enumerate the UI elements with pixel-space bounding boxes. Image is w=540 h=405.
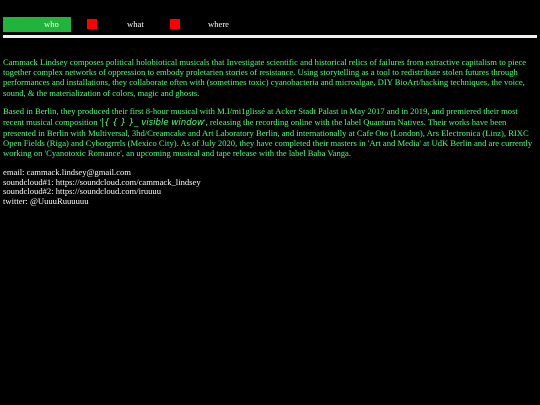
what-marker-icon [87, 19, 97, 29]
bio-content [3, 57, 536, 207]
nav-who-tab[interactable] [3, 17, 71, 32]
twitter-line[interactable]: twitter: @UuuuRuuuuuu [3, 196, 89, 207]
email-line[interactable]: email: cammack.lindsey@gmail.com [3, 166, 131, 177]
visible-window-title: |{ { } }_ visible window [101, 117, 204, 128]
nav-who-label: who [44, 19, 59, 29]
bio-paragraph-1: Cammack Lindsey composes political holobiotical musicals that Investigate scientific and historical relics of failures from extractive capitalism to piece together complex networks of oppression to embody proletarien stories of resistance. Using storytelling as a tool to redistribute stolen futures through performances and installations, they collaborate often with (sometimes toxic) cyanobacteria and microalgae, DIY BioArt/hacking techniques, the voice, sound, & the materialization of colors, magic and ghosts. [3, 57, 527, 98]
where-marker-icon [170, 19, 180, 29]
contact-list [3, 168, 536, 207]
header-divider [3, 35, 537, 38]
top-navigation [3, 17, 537, 32]
soundcloud-1-line[interactable]: soundcloud#1: https://soundcloud.com/cammack_lindsey [3, 176, 201, 187]
nav-what-link[interactable]: what [127, 19, 144, 29]
bio-paragraph-2 [3, 106, 536, 158]
soundcloud-2-line[interactable]: soundcloud#2: https://soundcloud.com/iruuuu [3, 186, 162, 197]
bio-paragraph-2-end: ', releasing the recording online with the label Quantum Natives. Their works have been presented in Berlin with Multiversal, 3hd/Creamcake and Art Laboratory Berlin, and internationally at Cafe Oto (London), Ars Electronica (Linz), RIXC Open Fields (Riga) and Cyborgrrrls (Mexico City). As of July 2020, they have completed their masters in 'Art and Media' at UdK Berlin and are currently working on 'Cyanotoxic Romance', an upcoming musical and tape release with the label Baba Vanga. [3, 116, 533, 159]
bio-paragraph-2-start: Based in Berlin, they produced their first 8-hour musical with M.I/mi1glissé at Acker Stadt Palast in May 2017 and in 2019, and premiered their most recent musical composition ' [3, 106, 518, 127]
nav-where-link[interactable]: where [208, 19, 229, 29]
